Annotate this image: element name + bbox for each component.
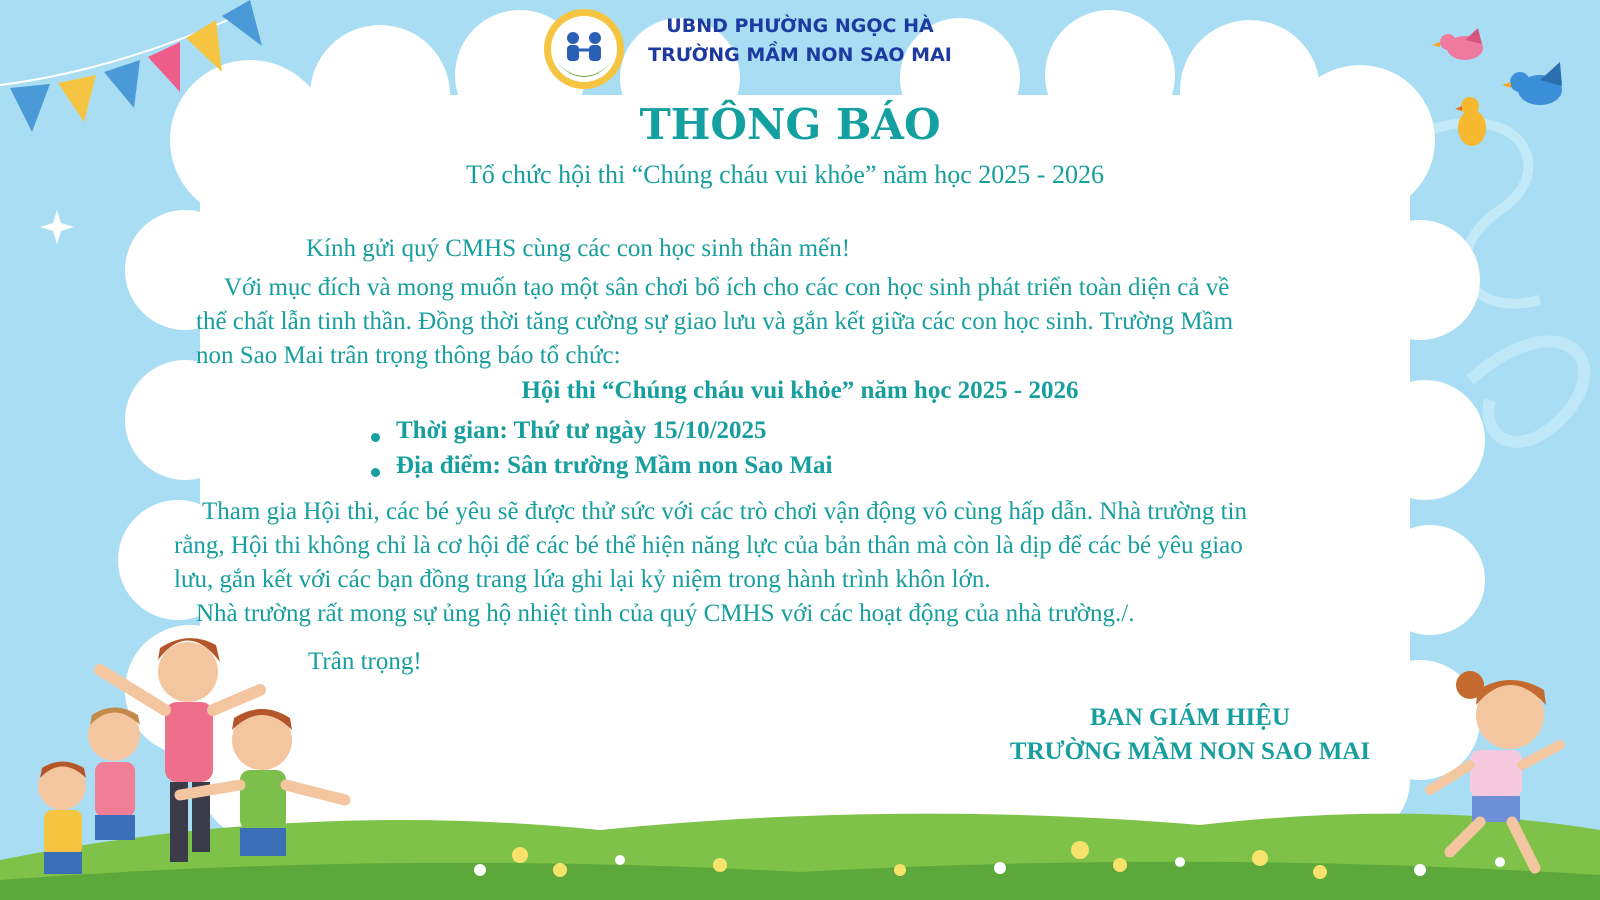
signature-school: TRƯỜNG MẦM NON SAO MAI [1009, 738, 1371, 765]
bunting-flag [222, 0, 262, 46]
greeting-text: Kính gửi quý CMHS cùng các con học sinh thân mến! [306, 235, 851, 262]
header-authority: UBND PHƯỜNG NGỌC HÀ [666, 15, 934, 37]
school-logo [544, 9, 624, 89]
signature-board: BAN GIÁM HIỆU [1089, 704, 1290, 731]
bunting-flag [186, 20, 222, 72]
notice-subtitle: Tổ chức hội thi “Chúng cháu vui khỏe” năm học 2025 - 2026 [466, 160, 1104, 189]
closing-line: Nhà trường rất mong sự ủng hộ nhiệt tình của quý CMHS với các hoạt động của nhà trường./. [196, 600, 1135, 627]
participation-line: lưu, gắn kết với các bạn đồng trang lứa ghi lại kỷ niệm trong hành trình khôn lớn. [174, 566, 991, 593]
event-title: Hội thi “Chúng cháu vui khỏe” năm học 2025 - 2026 [521, 377, 1079, 404]
event-location: Địa điểm: Sân trường Mầm non Sao Mai [396, 452, 833, 479]
event-time: Thời gian: Thứ tư ngày 15/10/2025 [396, 417, 767, 444]
bullet-icon [371, 433, 380, 442]
blue-bird-icon [1502, 62, 1562, 105]
intro-line: thể chất lẫn tinh thần. Đồng thời tăng cường sự giao lưu và gắn kết giữa các con học sinh. Trường Mầm [196, 308, 1234, 335]
participation-line: Tham gia Hội thi, các bé yêu sẽ được thử sức với các trò chơi vận động vô cùng hấp dẫn. Nhà trường tin [202, 498, 1247, 525]
header-school-name: TRƯỜNG MẦM NON SAO MAI [648, 44, 952, 66]
pink-bird-icon [1432, 28, 1483, 60]
notice-title: THÔNG BÁO [639, 100, 941, 149]
regards-text: Trân trọng! [308, 648, 422, 675]
participation-line: rằng, Hội thi không chỉ là cơ hội để các bé thể hiện năng lực của bản thân mà còn là dịp để các bé yêu giao [174, 532, 1243, 559]
bullet-icon [371, 468, 380, 477]
intro-line: Với mục đích và mong muốn tạo một sân chơi bổ ích cho các con học sinh phát triển toàn diện cả về [224, 274, 1230, 301]
sparkle-icon [40, 210, 74, 244]
intro-line: non Sao Mai trân trọng thông báo tổ chức: [196, 342, 621, 369]
